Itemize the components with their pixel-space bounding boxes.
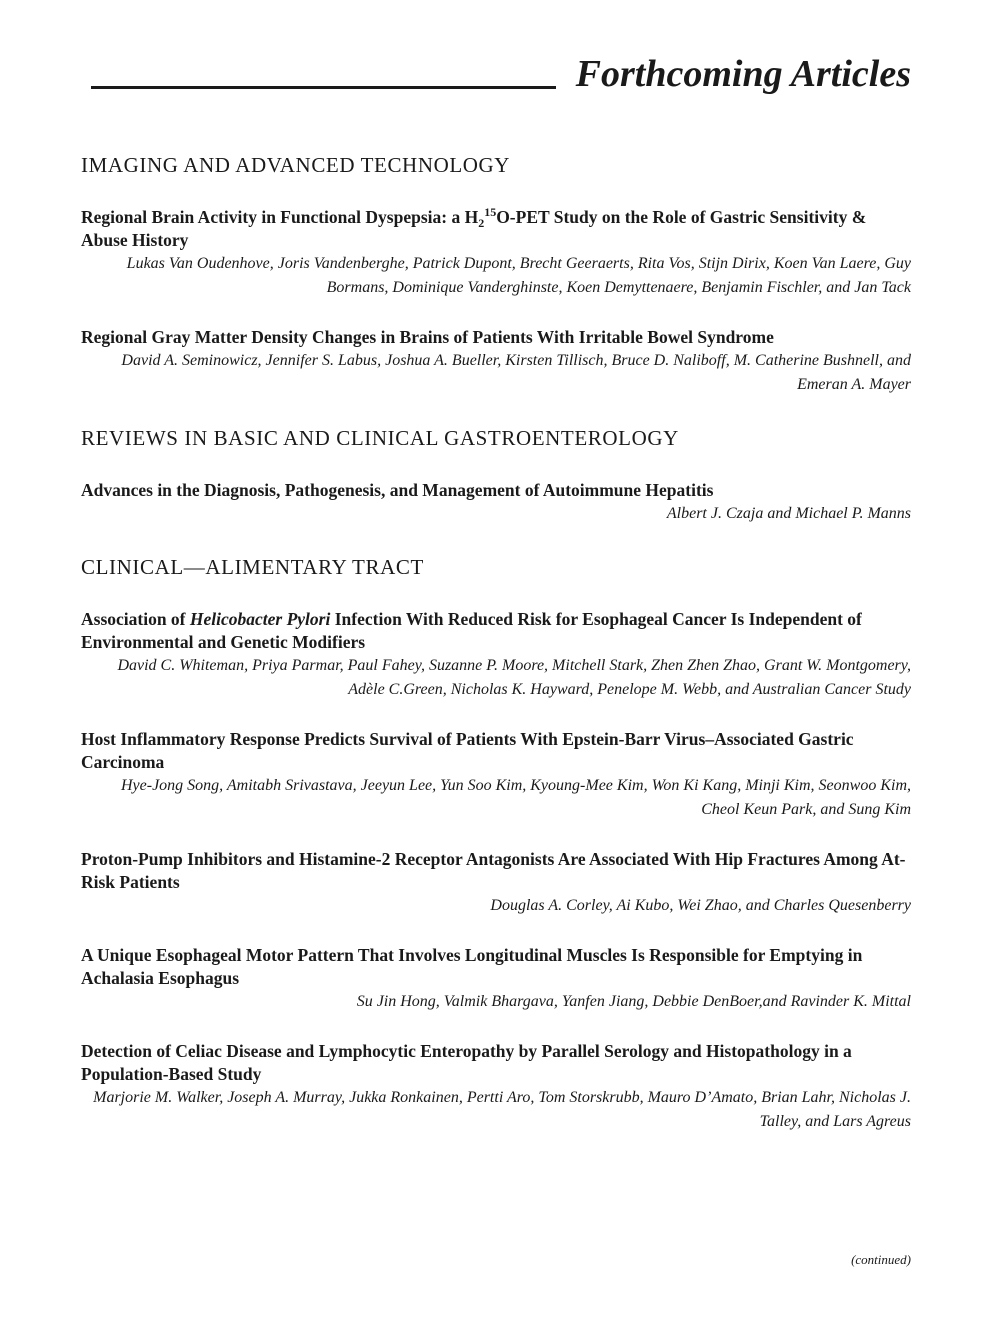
article-authors: David C. Whiteman, Priya Parmar, Paul Fahey, Suzanne P. Moore, Mitchell Stark, Zhen Zhen Zhao, Grant W. Montgomery, Adèle C.Green, Nicholas K. Hayward, Penelope M. Webb, and Australian Cancer Study bbox=[117, 657, 911, 698]
section-reviews bbox=[81, 423, 911, 526]
section-heading: CLINICAL—ALIMENTARY TRACT bbox=[81, 555, 424, 579]
article-item bbox=[81, 206, 911, 300]
section-heading: IMAGING AND ADVANCED TECHNOLOGY bbox=[81, 153, 511, 177]
page-title: Forthcoming Articles bbox=[575, 53, 911, 95]
article-item bbox=[81, 326, 911, 397]
article-authors: Hye-Jong Song, Amitabh Srivastava, Jeeyun Lee, Yun Soo Kim, Kyoung-Mee Kim, Won Ki Kang, Minji Kim, Seonwoo Kim, Cheol Keun Park, and Sung Kim bbox=[120, 777, 911, 818]
article-authors: Marjorie M. Walker, Joseph A. Murray, Jukka Ronkainen, Pertti Aro, Tom Storskrubb, Mauro D’Amato, Brian Lahr, Nicholas J. Talley, and Lars Agreus bbox=[93, 1089, 911, 1130]
article-item bbox=[81, 728, 911, 822]
continued-note: (continued) bbox=[851, 1252, 911, 1267]
article-title: Association of Helicobacter Pylori Infection With Reduced Risk for Esophageal Cancer Is Independent of Environmental and Genetic Modifiers bbox=[81, 609, 862, 652]
article-item bbox=[81, 848, 911, 918]
article-list bbox=[81, 150, 911, 1160]
article-authors: David A. Seminowicz, Jennifer S. Labus, Joshua A. Bueller, Kirsten Tillisch, Bruce D. Naliboff, M. Catherine Bushnell, and Emeran A. Mayer bbox=[121, 352, 911, 393]
article-title: Regional Brain Activity in Functional Dyspepsia: a $H_2^{15}O$-PET Study on the Role of Gastric Sensitivity & Abuse History bbox=[81, 205, 867, 250]
article-title: Proton-Pump Inhibitors and Histamine-2 Receptor Antagonists Are Associated With Hip Fractures Among At-Risk Patients bbox=[81, 849, 906, 892]
article-item bbox=[81, 608, 911, 702]
article-authors: Albert J. Czaja and Michael P. Manns bbox=[666, 505, 911, 522]
article-item bbox=[81, 944, 911, 1014]
section-heading: REVIEWS IN BASIC AND CLINICAL GASTROENTEROLOGY bbox=[81, 426, 679, 450]
article-title: A Unique Esophageal Motor Pattern That Involves Longitudinal Muscles Is Responsible for Emptying in Achalasia Esophagus bbox=[81, 945, 863, 988]
article-title: Detection of Celiac Disease and Lymphocytic Enteropathy by Parallel Serology and Histopathology in a Population-Based Study bbox=[81, 1041, 852, 1084]
article-item bbox=[81, 479, 911, 526]
article-title: Regional Gray Matter Density Changes in Brains of Patients With Irritable Bowel Syndrome bbox=[81, 327, 774, 347]
article-title: Advances in the Diagnosis, Pathogenesis, and Management of Autoimmune Hepatitis bbox=[81, 480, 714, 500]
article-authors: Su Jin Hong, Valmik Bhargava, Yanfen Jiang, Debbie DenBoer,and Ravinder K. Mittal bbox=[356, 993, 911, 1010]
article-authors: Douglas A. Corley, Ai Kubo, Wei Zhao, and Charles Quesenberry bbox=[490, 897, 911, 914]
article-item bbox=[81, 1040, 911, 1134]
section-imaging bbox=[81, 150, 911, 397]
header-rule bbox=[91, 86, 556, 89]
article-title: Host Inflammatory Response Predicts Survival of Patients With Epstein-Barr Virus–Associated Gastric Carcinoma bbox=[81, 729, 854, 772]
section-clinical bbox=[81, 552, 911, 1134]
article-authors: Lukas Van Oudenhove, Joris Vandenberghe, Patrick Dupont, Brecht Geeraerts, Rita Vos, Stijn Dirix, Koen Van Laere, Guy Bormans, Dominique Vanderghinste, Koen Demyttenaere, Benjamin Fischler, and Jan Tack bbox=[126, 255, 911, 296]
